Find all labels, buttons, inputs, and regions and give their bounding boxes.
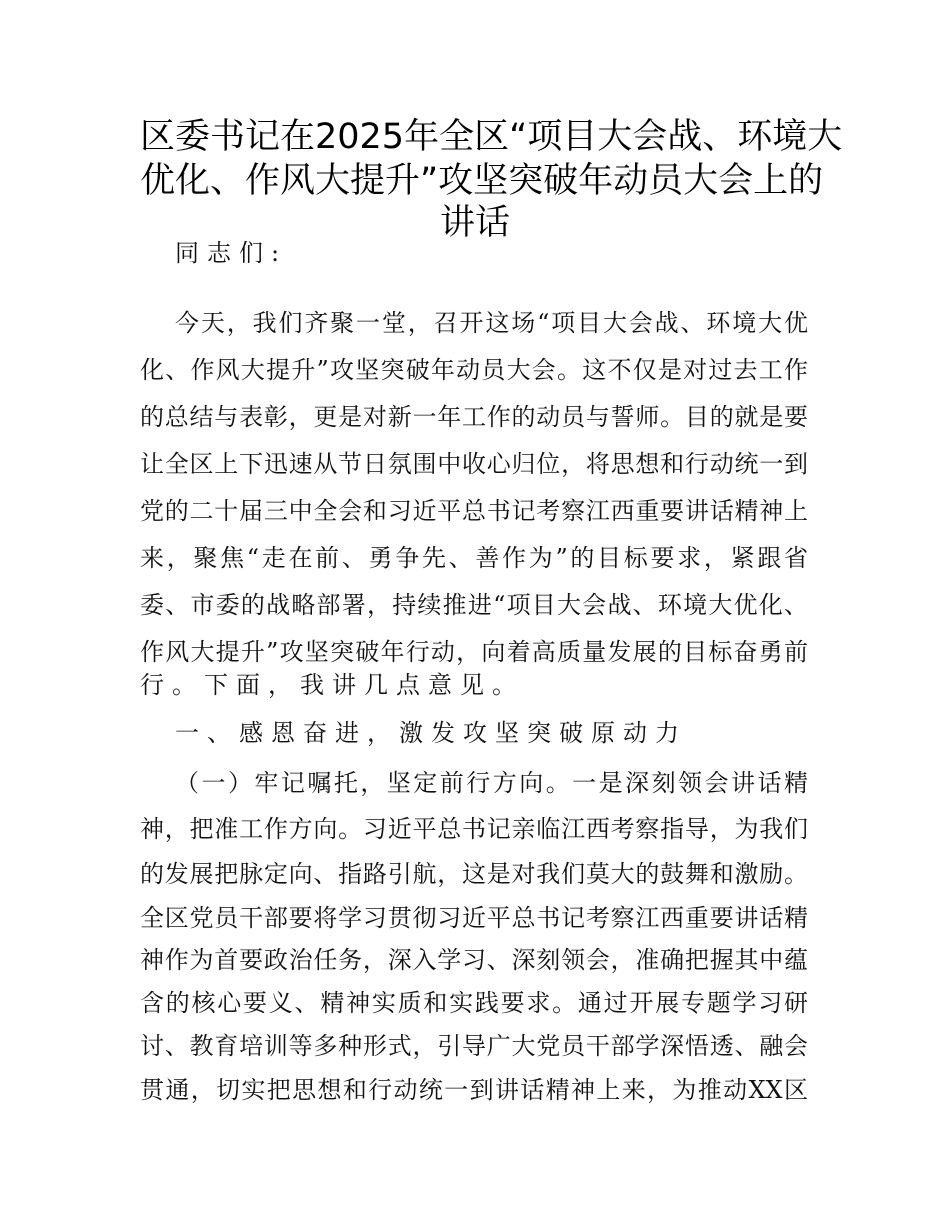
document-title-line-3: 讲话 <box>439 203 510 243</box>
paragraph-1-line: 党的二十届三中全会和习近平总书记考察江西重要讲话精神上 <box>140 497 808 525</box>
section-heading-1: 一、感恩奋进，激发攻坚突破原动力 <box>175 719 687 747</box>
paragraph-1-line: 化、作风大提升”攻坚突破年动员大会。这不仅是对过去工作 <box>140 356 808 384</box>
paragraph-1-line: 的总结与表彰，更是对新一年工作的动员与誓师。目的就是要 <box>140 403 808 431</box>
document-title-line-2: 优化、作风大提升”攻坚突破年动员大会上的 <box>140 161 824 201</box>
paragraph-2-line: 含的核心要义、精神实质和实践要求。通过开展专题学习研 <box>140 989 808 1017</box>
paragraph-2-line: 神作为首要政治任务，深入学习、深刻领会，准确把握其中蕴 <box>140 946 808 974</box>
paragraph-2-line: 讨、教育培训等多种形式，引导广大党员干部学深悟透、融会 <box>140 1032 808 1060</box>
paragraph-2-line: 贯通，切实把思想和行动统一到讲话精神上来，为推动XX区 <box>140 1076 808 1104</box>
paragraph-1-line: 让全区上下迅速从节日氛围中收心归位，将思想和行动统一到 <box>140 450 808 478</box>
paragraph-1-line: 行。下面，我讲几点意见。 <box>140 671 524 699</box>
paragraph-1-line: 委、市委的战略部署，持续推进“项目大会战、环境大优化、 <box>140 591 808 619</box>
paragraph-1-line: 作风大提升”攻坚突破年行动，向着高质量发展的目标奋勇前 <box>140 638 808 666</box>
paragraph-2-line: 的发展把脉定向、指路引航，这是对我们莫大的鼓舞和激励。 <box>140 860 808 888</box>
paragraph-1-line: 今天，我们齐聚一堂，召开这场“项目大会战、环境大优 <box>175 309 808 337</box>
paragraph-1-line: 来，聚焦“走在前、勇争先、善作为”的目标要求，紧跟省 <box>140 544 808 572</box>
document-title-line-1: 区委书记在2025年全区“项目大会战、环境大 <box>140 117 843 157</box>
salutation: 同志们: <box>175 239 288 267</box>
paragraph-2-line: （一）牢记嘱托，坚定前行方向。一是深刻领会讲话精 <box>175 769 808 797</box>
paragraph-2-line: 神，把准工作方向。习近平总书记亲临江西考察指导，为我们 <box>140 815 808 843</box>
paragraph-2-line: 全区党员干部要将学习贯彻习近平总书记考察江西重要讲话精 <box>140 904 808 932</box>
